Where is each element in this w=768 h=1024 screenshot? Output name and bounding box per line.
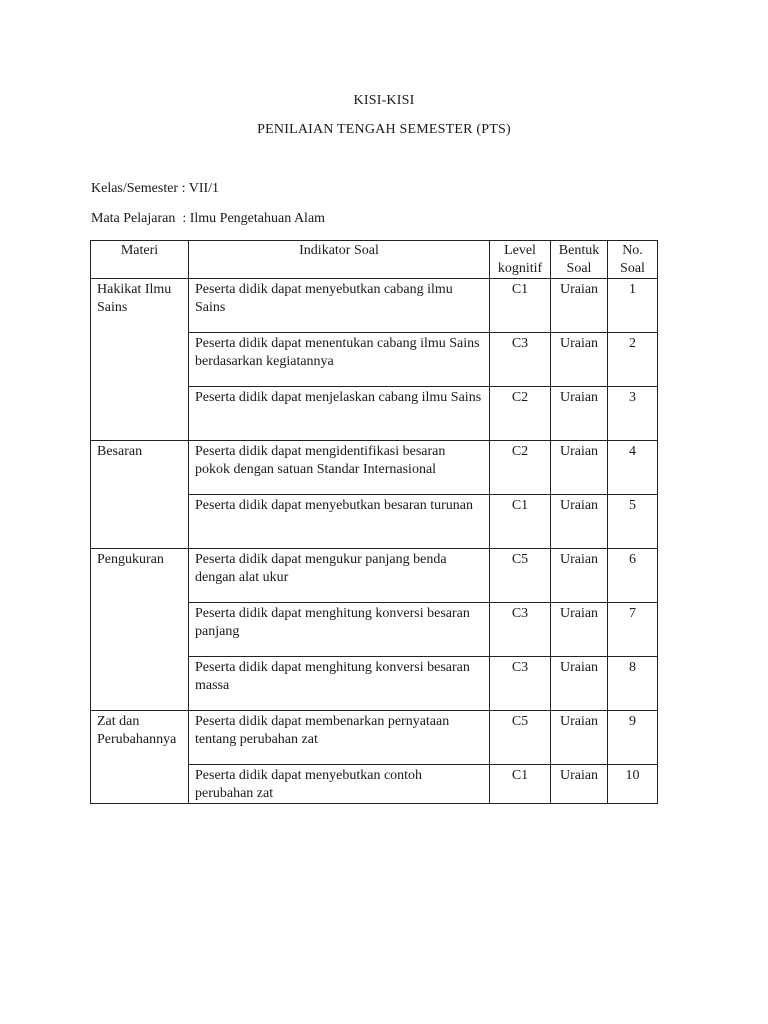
level-cell: C3 (490, 603, 551, 657)
indikator-cell: Peserta didik dapat membenarkan pernyataan tentang perubahan zat (189, 711, 490, 765)
indikator-cell: Peserta didik dapat menyebutkan contoh perubahan zat (189, 765, 490, 804)
level-cell: C1 (490, 279, 551, 333)
table-row (91, 279, 658, 333)
bentuk-cell: Uraian (551, 765, 608, 804)
no-soal-cell: 6 (608, 549, 658, 603)
level-cell: C5 (490, 549, 551, 603)
document-subtitle: PENILAIAN TENGAH SEMESTER (PTS) (257, 122, 511, 137)
bentuk-cell: Uraian (551, 711, 608, 765)
no-soal-cell: 2 (608, 333, 658, 387)
materi-cell: Hakikat Ilmu Sains (91, 279, 189, 441)
indikator-cell: Peserta didik dapat menyebutkan cabang ilmu Sains (189, 279, 490, 333)
header-materi: Materi (91, 241, 189, 279)
header-level: Level kognitif (490, 241, 551, 279)
no-soal-cell: 4 (608, 441, 658, 495)
table-header-row (91, 241, 658, 279)
bentuk-cell: Uraian (551, 333, 608, 387)
mata-pelajaran-line: Mata Pelajaran : Ilmu Pengetahuan Alam (91, 211, 326, 226)
header-indikator: Indikator Soal (189, 241, 490, 279)
bentuk-cell: Uraian (551, 603, 608, 657)
level-cell: C2 (490, 441, 551, 495)
indikator-cell: Peserta didik dapat menghitung konversi besaran panjang (189, 603, 490, 657)
header-bentuk: Bentuk Soal (551, 241, 608, 279)
kisi-kisi-table (90, 240, 658, 804)
kelas-semester-line: Kelas/Semester : VII/1 (91, 181, 220, 196)
indikator-cell: Peserta didik dapat menyebutkan besaran turunan (189, 495, 490, 549)
no-soal-cell: 9 (608, 711, 658, 765)
level-cell: C1 (490, 495, 551, 549)
indikator-cell: Peserta didik dapat mengukur panjang benda dengan alat ukur (189, 549, 490, 603)
table-row (91, 441, 658, 495)
document-title: KISI-KISI (353, 93, 415, 108)
no-soal-cell: 8 (608, 657, 658, 711)
no-soal-cell: 5 (608, 495, 658, 549)
level-cell: C5 (490, 711, 551, 765)
indikator-cell: Peserta didik dapat menghitung konversi besaran massa (189, 657, 490, 711)
bentuk-cell: Uraian (551, 279, 608, 333)
bentuk-cell: Uraian (551, 549, 608, 603)
no-soal-cell: 7 (608, 603, 658, 657)
level-cell: C3 (490, 657, 551, 711)
no-soal-cell: 1 (608, 279, 658, 333)
indikator-cell: Peserta didik dapat menjelaskan cabang ilmu Sains (189, 387, 490, 441)
level-cell: C2 (490, 387, 551, 441)
no-soal-cell: 3 (608, 387, 658, 441)
indikator-cell: Peserta didik dapat menentukan cabang ilmu Sains berdasarkan kegiatannya (189, 333, 490, 387)
header-no-soal: No. Soal (608, 241, 658, 279)
table-row (91, 711, 658, 765)
bentuk-cell: Uraian (551, 495, 608, 549)
indikator-cell: Peserta didik dapat mengidentifikasi besaran pokok dengan satuan Standar Internasional (189, 441, 490, 495)
table-row (91, 549, 658, 603)
materi-cell: Pengukuran (91, 549, 189, 711)
bentuk-cell: Uraian (551, 441, 608, 495)
bentuk-cell: Uraian (551, 387, 608, 441)
no-soal-cell: 10 (608, 765, 658, 804)
bentuk-cell: Uraian (551, 657, 608, 711)
materi-cell: Zat dan Perubahannya (91, 711, 189, 804)
materi-cell: Besaran (91, 441, 189, 549)
level-cell: C1 (490, 765, 551, 804)
level-cell: C3 (490, 333, 551, 387)
